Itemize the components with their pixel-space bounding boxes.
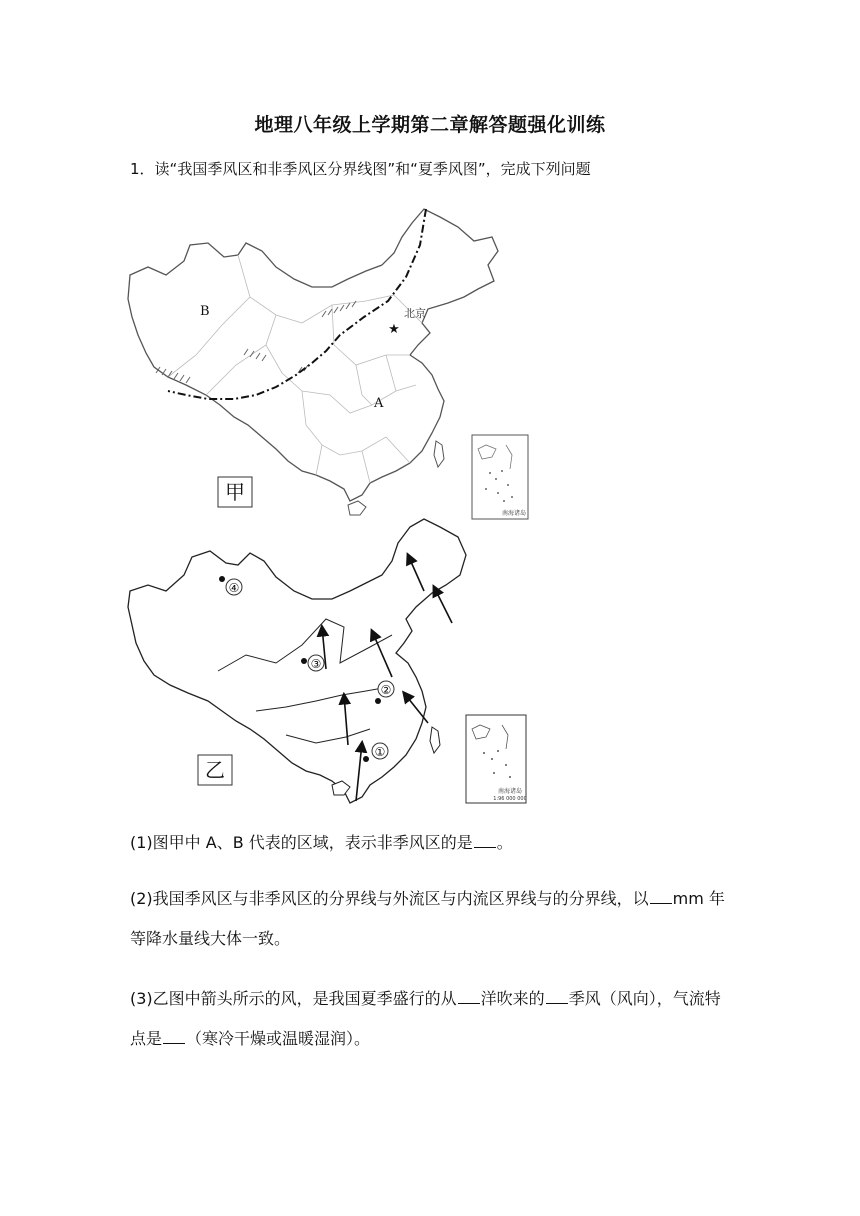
answer-blank-1[interactable] xyxy=(474,833,496,848)
hainan-island xyxy=(348,501,366,515)
map-yi xyxy=(126,515,536,807)
subquestion-2: (2)我国季风区与非季风区的分界线与外流区与内流区界线与的分界线，以 mm 年 等降水量线大体一致。 xyxy=(130,889,725,948)
region-b-label: B xyxy=(200,304,210,319)
subquestion-1: (1)图甲中 A、B 代表的区域，表示非季风区的是 。 xyxy=(130,833,513,852)
inset-caption-jia: 南海诸岛 xyxy=(501,510,527,517)
answer-blank-2[interactable] xyxy=(650,889,672,904)
answer-blank-3[interactable] xyxy=(458,989,480,1004)
taiwan-island-yi xyxy=(430,727,440,753)
svg-text:④: ④ xyxy=(228,581,240,595)
svg-text:①: ① xyxy=(374,745,386,759)
taiwan-island xyxy=(434,441,444,467)
page-title: 地理八年级上学期第二章解答题强化训练 xyxy=(254,114,606,136)
beijing-label: 北京 xyxy=(404,307,426,320)
map-label-jia: 甲 xyxy=(225,480,245,504)
map-jia xyxy=(126,205,536,523)
answer-blank-5[interactable] xyxy=(163,1029,185,1044)
inset-south-china-sea-yi xyxy=(466,715,527,803)
svg-text:③: ③ xyxy=(310,657,322,671)
inset-south-china-sea-jia xyxy=(472,435,528,519)
china-outline-yi xyxy=(128,519,466,803)
inset-scale-yi: 1:96 000 000 xyxy=(493,796,527,802)
question-text: 读“我国季风区和非季风区分界线图”和“夏季风图”，完成下列问题 xyxy=(154,160,591,178)
question-1-prompt xyxy=(130,158,591,179)
subquestion-3: (3)乙图中箭头所示的风，是我国夏季盛行的从 洋吹来的 季风（风向），气流特 点是 （寒冷干燥或温暖湿润）。 xyxy=(130,989,721,1048)
svg-text:②: ② xyxy=(380,683,392,697)
question-number: 1． xyxy=(130,160,155,178)
region-a-label: A xyxy=(374,396,384,411)
answer-blank-4[interactable] xyxy=(546,989,568,1004)
beijing-star-icon: ★ xyxy=(388,322,400,337)
inset-caption-yi: 南海诸岛 xyxy=(497,788,523,795)
map-label-yi: 乙 xyxy=(205,758,225,782)
